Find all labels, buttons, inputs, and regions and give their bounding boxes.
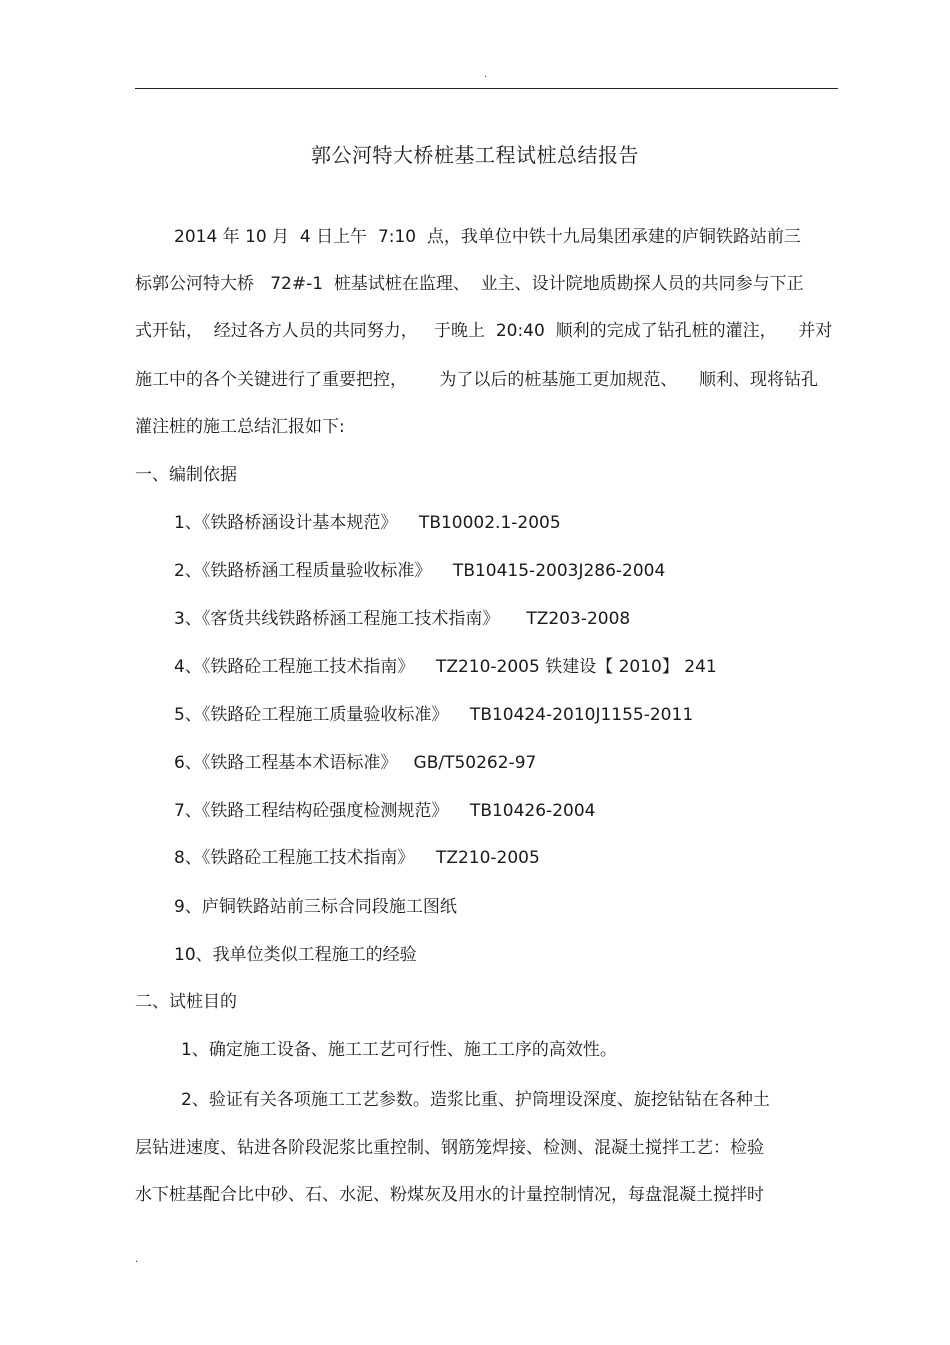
list-item: 10、我单位类似工程施工的经验 xyxy=(174,945,417,965)
list-item: 3、《客货共线铁路桥涵工程施工技术指南》 TZ203-2008 xyxy=(174,609,631,629)
list-item: 2、《铁路桥涵工程质量验收标准》 TB10415-2003J286-2004 xyxy=(174,561,666,581)
header-mark: . xyxy=(484,69,488,80)
list-item: 2、验证有关各项施工工艺参数。造浆比重、护筒埋设深度、旋挖钻钻在各种土 xyxy=(181,1090,770,1110)
intro-line: 灌注桩的施工总结汇报如下: xyxy=(135,417,345,437)
list-item: 6、《铁路工程基本术语标准》 GB/T50262-97 xyxy=(174,753,537,773)
header-rule xyxy=(135,88,838,89)
list-item: 7、《铁路工程结构砼强度检测规范》 TB10426-2004 xyxy=(174,801,596,821)
section-heading: 二、试桩目的 xyxy=(135,992,237,1012)
list-item: 5、《铁路砼工程施工质量验收标准》 TB10424-2010J1155-2011 xyxy=(174,705,694,725)
intro-line: 施工中的各个关键进行了重要把控， 为了以后的桩基施工更加规范、 顺利、现将钻孔 xyxy=(135,370,819,390)
list-item: 1、《铁路桥涵设计基本规范》 TB10002.1-2005 xyxy=(174,513,561,533)
list-item: 9、庐铜铁路站前三标合同段施工图纸 xyxy=(174,897,457,917)
intro-line: 2014 年 10 月 4 日上午 7:10 点，我单位中铁十九局集团承建的庐铜铁路站前三 xyxy=(174,227,801,247)
footer-mark: . xyxy=(135,1254,139,1265)
list-item-continuation: 水下桩基配合比中砂、石、水泥、粉煤灰及用水的计量控制情况，每盘混凝土搅拌时 xyxy=(135,1185,764,1205)
list-item: 1、确定施工设备、施工工艺可行性、施工工序的高效性。 xyxy=(181,1040,617,1060)
list-item: 8、《铁路砼工程施工技术指南》 TZ210-2005 xyxy=(174,848,540,868)
document-title: 郭公河特大桥桩基工程试桩总结报告 xyxy=(311,143,639,167)
section-heading: 一、编制依据 xyxy=(135,465,237,485)
list-item: 4、《铁路砼工程施工技术指南》 TZ210-2005 铁建设【 2010】 241 xyxy=(174,657,717,677)
intro-line: 标郭公河特大桥 72#-1 桩基试桩在监理、 业主、设计院地质勘探人员的共同参与下正 xyxy=(135,274,804,294)
intro-line: 式开钻， 经过各方人员的共同努力， 于晚上 20:40 顺利的完成了钻孔桩的灌注， 并对 xyxy=(135,321,833,341)
list-item-continuation: 层钻进速度、钻进各阶段泥浆比重控制、钢筋笼焊接、检测、混凝土搅拌工艺：检验 xyxy=(135,1138,764,1158)
